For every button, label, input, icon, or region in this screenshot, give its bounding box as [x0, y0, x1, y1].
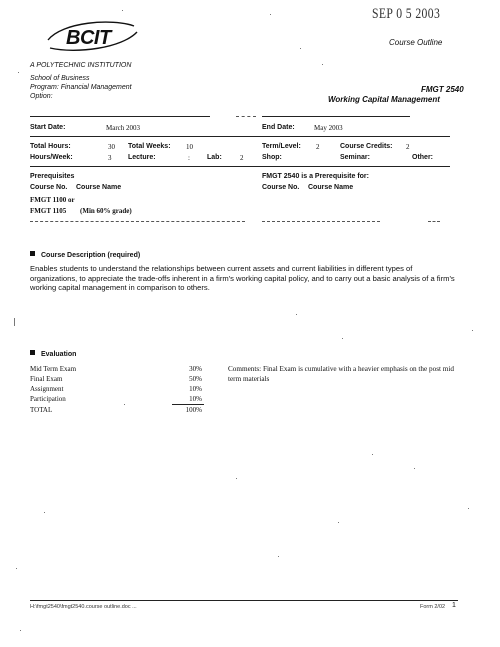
eval-row-label: Mid Term Exam [30, 365, 77, 373]
footer-page-number: 1 [452, 602, 456, 609]
evaluation-comments: Comments: Final Exam is cumulative with a heavier emphasis on the post mid term materials [228, 365, 454, 383]
received-date-stamp: SEP 0 5 2003 [372, 6, 441, 22]
bcit-logo [42, 18, 142, 56]
scan-speck [270, 14, 271, 15]
bullet-square-icon [30, 350, 35, 355]
hours-week-label: Hours/Week: [30, 154, 73, 161]
eval-row-label: Assignment [30, 385, 64, 393]
total-weeks-label: Total Weeks: [128, 143, 171, 150]
prereq-item-2-note: (Min 60% grade) [80, 207, 132, 215]
eval-total-label: TOTAL [30, 406, 53, 414]
school-name: School of Business [30, 75, 90, 82]
total-weeks-value: 10 [186, 143, 193, 151]
scan-speck [342, 338, 343, 339]
eval-row-label: Participation [30, 395, 66, 403]
term-level-value: 2 [316, 143, 320, 151]
start-date-value: March 2003 [106, 124, 141, 132]
eval-row-value: 30% [189, 365, 202, 373]
footer-file-path: H:\fmgt2540\fmgt2540.course outline.doc ... [30, 604, 137, 610]
eval-row-value: 10% [189, 395, 202, 403]
term-level-label: Term/Level: [262, 143, 301, 150]
other-label: Other: [412, 154, 433, 161]
total-hours-label: Total Hours: [30, 143, 71, 150]
eval-row-value: 50% [189, 375, 202, 383]
prereq-col-course-no: Course No. [30, 184, 68, 191]
evaluation-heading-text: Evaluation [41, 351, 77, 358]
logo-tagline: A POLYTECHNIC INSTITUTION [30, 62, 132, 69]
prereq-col-course-name: Course Name [76, 184, 122, 191]
schedule-rule [30, 136, 450, 137]
bullet-square-icon [30, 251, 35, 256]
end-date-label: End Date: [262, 124, 295, 131]
course-code: FMGT 2540 [421, 85, 464, 94]
scan-speck [468, 508, 469, 509]
course-credits-value: 2 [406, 143, 410, 151]
shop-label: Shop: [262, 154, 282, 161]
scan-speck [300, 48, 301, 49]
lecture-value: : [188, 154, 190, 162]
course-description-heading-text: Course Description (required) [41, 252, 141, 259]
hours-week-value: 3 [108, 154, 112, 162]
scan-speck [322, 64, 323, 65]
prereq-rule-right [262, 221, 380, 222]
scan-speck [122, 10, 123, 11]
prereq-rule-left [30, 221, 245, 222]
header-rule-right [262, 116, 410, 117]
is-prereq-col-course-no: Course No. [262, 184, 300, 191]
eval-total-rule [172, 404, 204, 405]
evaluation-heading [30, 350, 76, 358]
scan-speck [236, 478, 237, 479]
eval-row-label: Final Exam [30, 375, 63, 383]
prerequisites-heading: Prerequisites [30, 173, 75, 180]
prereq-item-1: FMGT 1100 or [30, 196, 75, 204]
eval-total-value: 100% [185, 406, 202, 414]
is-prereq-heading: FMGT 2540 is a Prerequisite for: [262, 173, 369, 180]
schedule-bottom-rule [30, 166, 450, 167]
logo-wordmark: BCIT [66, 27, 111, 49]
footer-form-label: Form 2/02 [420, 604, 446, 610]
start-date-label: Start Date: [30, 124, 66, 131]
course-title: Working Capital Management [328, 95, 440, 104]
course-description-text: Enables students to understand the relationships between current assets and current liabilities in different types of organizations, to appreciate the trade-offs inherent in a firm's working capital policy, and to carry out a basic analysis of a firm's working capital management in comparison to others. [30, 264, 455, 293]
scan-speck [18, 72, 19, 73]
course-description-heading [30, 251, 140, 259]
total-hours-value: 30 [108, 143, 115, 151]
lecture-label: Lecture: [128, 154, 156, 161]
scan-speck [472, 330, 473, 331]
lab-value: 2 [240, 154, 244, 162]
scan-speck [372, 454, 373, 455]
prereq-item-2-code: FMGT 1105 [30, 207, 67, 215]
scan-speck [20, 630, 21, 631]
option-line: Option: [30, 93, 53, 100]
program-line: Program: Financial Management [30, 84, 132, 91]
prereq-rule-tail [428, 221, 440, 222]
course-outline-label: Course Outline [389, 38, 443, 47]
scan-speck [296, 314, 297, 315]
scan-speck [16, 568, 17, 569]
eval-row-value: 10% [189, 385, 202, 393]
end-date-value: May 2003 [314, 124, 343, 132]
footer-rule [30, 600, 458, 601]
scan-speck [44, 512, 45, 513]
scan-speck [124, 404, 125, 405]
seminar-label: Seminar: [340, 154, 370, 161]
scan-speck [14, 318, 15, 326]
header-rule-mid [236, 116, 256, 117]
header-rule-left [30, 116, 210, 117]
scan-speck [338, 522, 339, 523]
scan-speck [414, 468, 415, 469]
lab-label: Lab: [207, 154, 222, 161]
course-credits-label: Course Credits: [340, 143, 393, 150]
is-prereq-col-course-name: Course Name [308, 184, 354, 191]
scan-speck [278, 556, 279, 557]
